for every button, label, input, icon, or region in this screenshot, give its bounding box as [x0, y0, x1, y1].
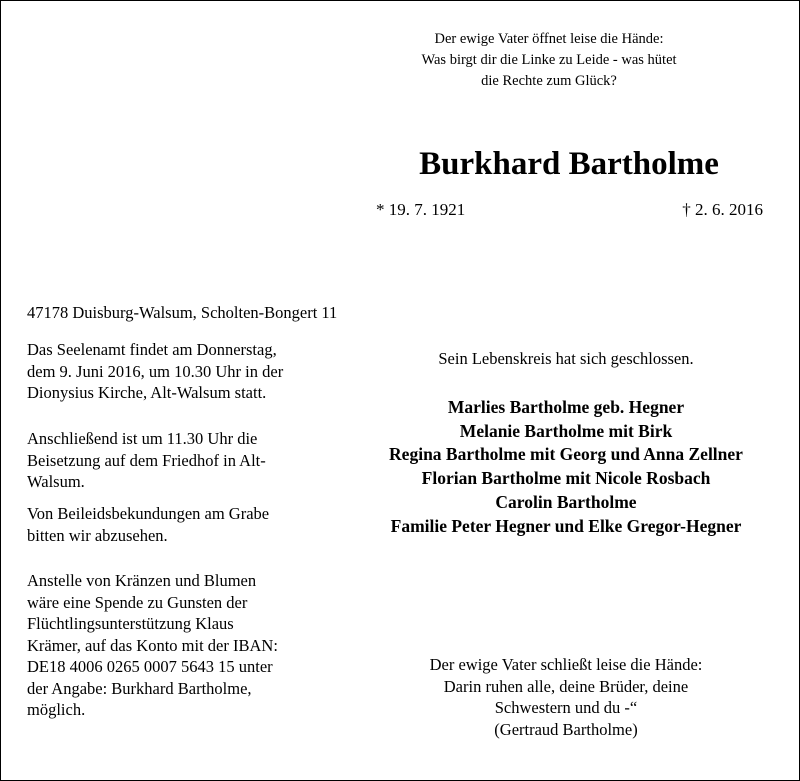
mourner-name: Florian Bartholme mit Nicole Rosbach — [421, 468, 711, 489]
poem-line: Schwestern und du -“ — [494, 698, 638, 717]
poem-line: Darin ruhen alle, deine Brüder, deine — [443, 676, 689, 696]
notice-line: Anstelle von Kränzen und Blumen — [27, 571, 257, 590]
address-line: 47178 Duisburg-Walsum, Scholten-Bongert 11 — [27, 303, 338, 322]
poem-line: Der ewige Vater schließt leise die Hände: — [429, 655, 703, 674]
mourner-name: Marlies Bartholme geb. Hegner — [447, 397, 685, 417]
notice-line: wäre eine Spende zu Gunsten der — [27, 592, 248, 612]
mourner-name: Carolin Bartholme — [495, 491, 637, 512]
birth-date: * 19. 7. 1921 — [376, 200, 466, 219]
notice-line: Krämer, auf das Konto mit der IBAN: — [27, 635, 278, 655]
notice-line: möglich. — [27, 700, 86, 719]
requiem-notice — [27, 339, 327, 404]
condolence-notice — [27, 503, 327, 546]
mourner-name: Familie Peter Hegner und Elke Gregor-Hegner — [390, 515, 742, 536]
notice-line: Beisetzung auf dem Friedhof in Alt- — [27, 450, 266, 470]
notice-line: Walsum. — [27, 472, 85, 491]
mourner-name: Melanie Bartholme mit Birk — [459, 420, 673, 441]
poem-line: Was birgt dir die Linke zu Leide - was hütet — [421, 52, 677, 68]
closing-poem — [351, 654, 781, 740]
deceased-name: Burkhard Bartholme — [419, 146, 719, 182]
poem-author: (Gertraud Bartholme) — [494, 719, 638, 739]
notice-line: Dionysius Kirche, Alt-Walsum statt. — [27, 383, 267, 402]
poem-line: die Rechte zum Glück? — [481, 73, 617, 89]
notice-line: Anschließend ist um 11.30 Uhr die — [27, 429, 258, 448]
notice-line: der Angabe: Burkhard Bartholme, — [27, 678, 252, 698]
mourner-name: Regina Bartholme mit Georg und Anna Zellner — [389, 444, 743, 465]
mourners-list — [351, 396, 781, 538]
burial-notice — [27, 428, 327, 493]
family-address — [27, 302, 338, 324]
notice-line: Das Seelenamt findet am Donnerstag, — [27, 340, 277, 359]
notice-line: Von Beileidsbekundungen am Grabe — [27, 504, 270, 523]
notice-line: bitten wir abzusehen. — [27, 525, 168, 545]
notice-line: dem 9. Juni 2016, um 10.30 Uhr in der — [27, 361, 284, 381]
opening-poem — [389, 29, 709, 92]
death-date: † 2. 6. 2016 — [682, 200, 763, 219]
donation-notice — [27, 570, 327, 721]
iban-line: DE18 4006 0265 0007 5643 15 unter — [27, 657, 273, 676]
poem-line: Der ewige Vater öffnet leise die Hände: — [434, 31, 664, 47]
notice-line: Flüchtlingsunterstützung Klaus — [27, 614, 234, 633]
life-circle-text: Sein Lebenskreis hat sich geschlossen. — [438, 349, 694, 368]
